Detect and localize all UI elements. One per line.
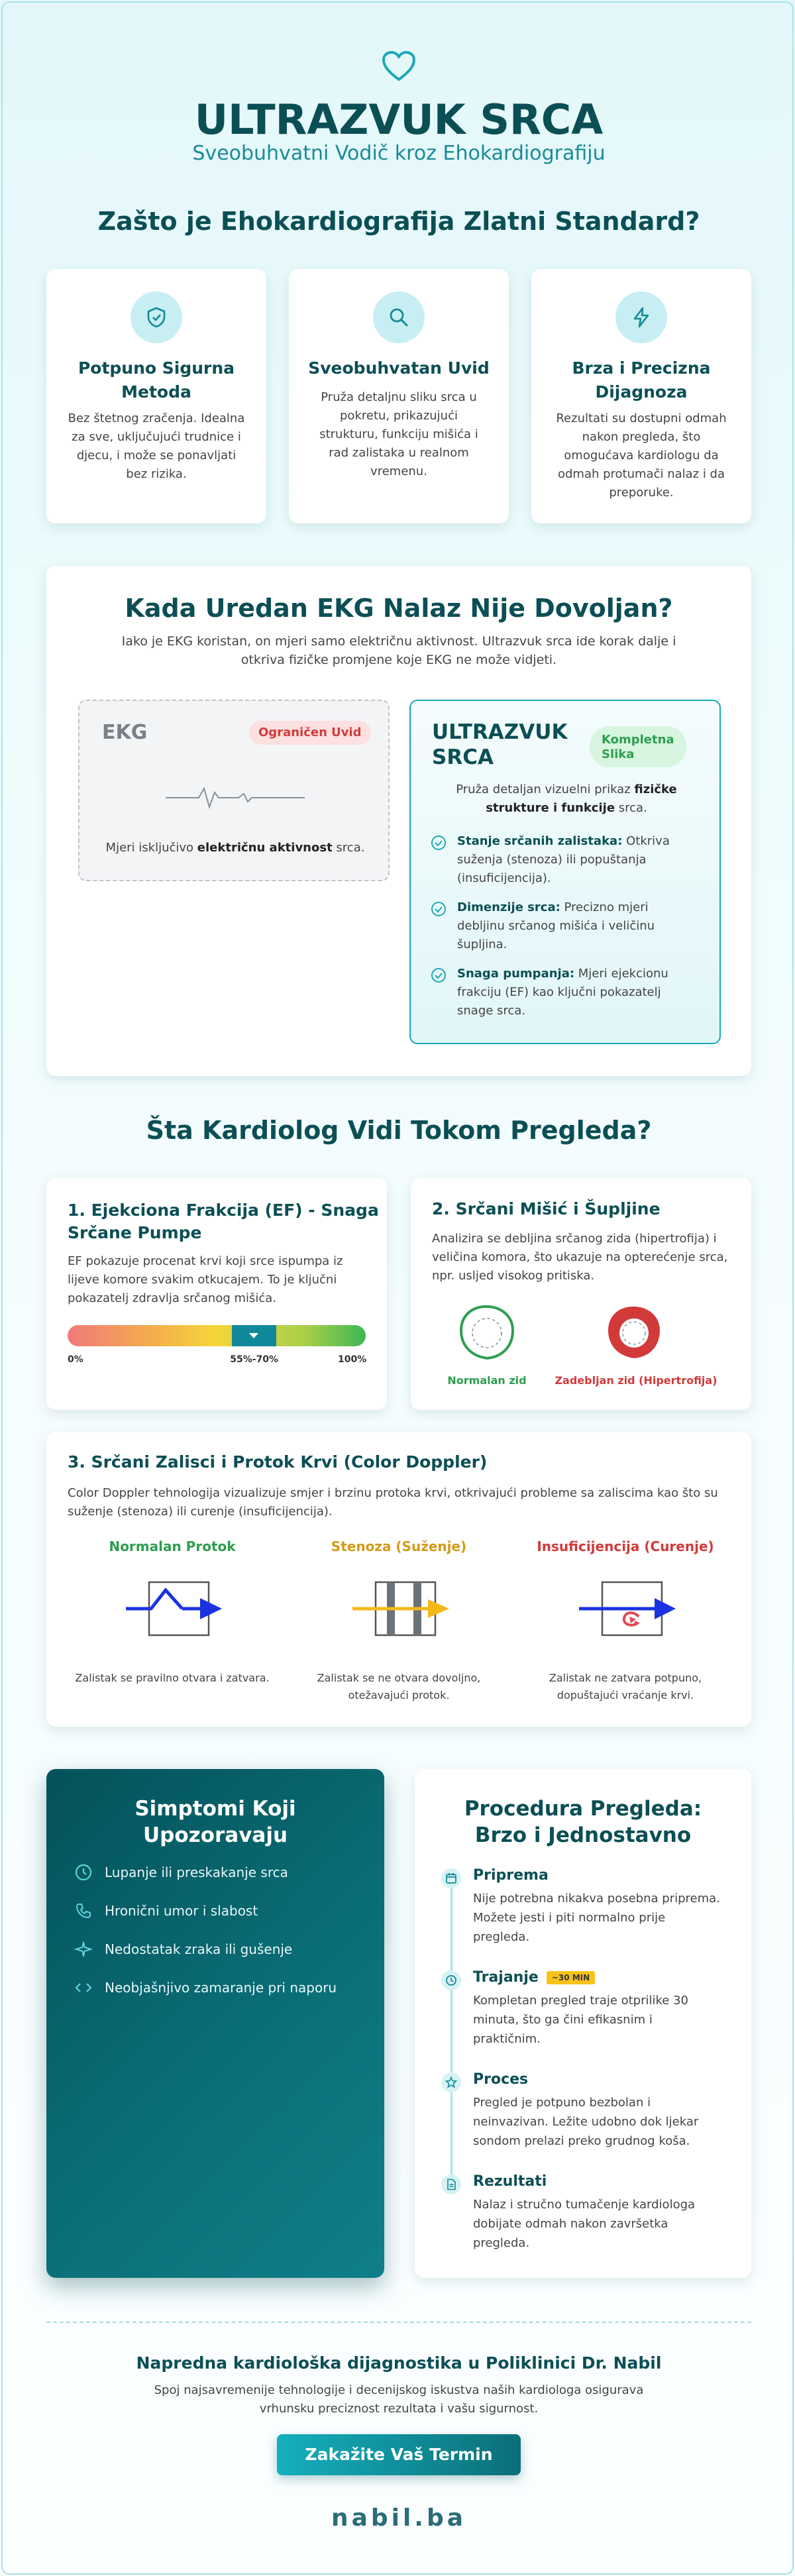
feature-text-line: vremenu.: [370, 464, 427, 478]
check-circle-icon: [431, 835, 447, 851]
thick-wall-label: Zadebljan zid (Hipertrofija): [555, 1374, 717, 1387]
feature-text-line: Rezultati su dostupni odmah: [556, 411, 727, 425]
check-circle-icon: [431, 967, 447, 983]
us-item-label: Dimenzije srca:: [457, 900, 560, 914]
valve-stenosis-label: Stenoza (Suženje): [331, 1538, 467, 1554]
text-bold: strukture i funkcije: [486, 801, 615, 815]
valve-desc: dopuštajući vraćanje krvi.: [556, 1689, 694, 1701]
heart-icon: [382, 50, 416, 82]
feature-text-line: omogućava kardiologu da: [564, 449, 719, 462]
ekg-intro-line: otkriva fizičke promjene koje EKG ne može vidjeti.: [240, 653, 557, 667]
us-item-text: snage srca.: [457, 1004, 526, 1018]
text-bold: električnu aktivnost: [197, 841, 333, 855]
why-title: Zašto je Ehokardiografija Zlatni Standard?: [97, 207, 700, 236]
ultrasound-box: [409, 700, 721, 1044]
muscle-card: [411, 1178, 751, 1410]
footer-title: Napredna kardiološka dijagnostika u Poliklinici Dr. Nabil: [136, 2353, 662, 2373]
step-text-line: pregleda.: [473, 2236, 530, 2250]
symptoms-card: [46, 1769, 384, 2278]
step-text-line: Nalaz i stručno tumačenje kardiologa: [473, 2198, 696, 2212]
ef-gradient-bar: [68, 1325, 366, 1346]
valve-desc: Zalistak ne zatvara potpuno,: [549, 1672, 702, 1684]
text-part: srca.: [332, 841, 365, 855]
feature-card-insight: [289, 269, 509, 523]
feature-title-2: Metoda: [121, 382, 191, 402]
ef-title-2: Srčane Pumpe: [68, 1223, 202, 1242]
muscle-text-line: veličina komora, što ukazuje na opterećenje srca,: [432, 1250, 728, 1264]
sees-title: Šta Kardiolog Vidi Tokom Pregleda?: [146, 1116, 652, 1145]
search-icon: [373, 292, 425, 343]
ef-normal-label: 55%-70%: [230, 1354, 279, 1365]
step-text-line: minuta, što ga čini efikasnim i: [473, 2013, 653, 2027]
chevron-down-icon: [248, 1332, 260, 1340]
feature-title: Sveobuhvatan Uvid: [308, 358, 490, 378]
procedure-step: [473, 2173, 731, 2253]
us-intro: [411, 780, 722, 799]
symptom-label: Hronični umor i slabost: [105, 1903, 258, 1919]
symptom-item: [74, 1978, 337, 1997]
us-item-label: Stanje srčanih zalistaka:: [457, 834, 623, 848]
us-item-label: Snaga pumpanja:: [457, 967, 575, 981]
feature-text-line: pokretu, prikazujući: [340, 409, 458, 423]
lightning-icon: [615, 292, 667, 343]
phone-icon: [74, 1902, 93, 1920]
valve-desc: otežavajući protok.: [348, 1689, 450, 1701]
ef-min-label: 0%: [68, 1354, 83, 1365]
symptom-item: [74, 1940, 292, 1959]
page-subtitle: Sveobuhvatni Vodič kroz Ehokardiografiju: [192, 142, 606, 165]
text-bold: fizičke: [634, 782, 677, 796]
limited-badge: Ograničen Uvid: [249, 721, 371, 745]
us-item-text: frakciju (EF) kao ključni pokazatelj: [457, 985, 661, 999]
valve-normal-label: Normalan Protok: [109, 1538, 236, 1554]
procedure-card: [415, 1769, 751, 2278]
step-text-line: Kompletan pregled traje otprilike 30: [473, 1994, 688, 2008]
procedure-step: [473, 2071, 731, 2151]
text-part: srca.: [615, 801, 647, 815]
step-text-line: Možete jesti i piti normalno prije: [473, 1911, 666, 1925]
timeline-line: [450, 1868, 452, 2190]
us-item-text: suženja (stenoza) ili popuštanja: [457, 853, 647, 867]
us-item-text: Precizno mjeri: [560, 900, 649, 914]
step-text-line: pregleda.: [473, 1930, 530, 1944]
plane-icon: [74, 1940, 93, 1959]
feature-text-line: odmah protumači nalaz i da: [557, 467, 725, 481]
book-appointment-button[interactable]: Zakažite Vaš Termin: [277, 2434, 521, 2475]
valve-desc: Zalistak se pravilno otvara i zatvara.: [75, 1672, 270, 1684]
code-icon: [74, 1978, 93, 1997]
ef-text-line: pokazatelj zdravlja srčanog mišića.: [68, 1291, 277, 1305]
symptom-label: Nedostatak zraka ili gušenje: [105, 1941, 293, 1957]
star-icon: [441, 2072, 461, 2092]
symptom-label: Lupanje ili preskakanje srca: [105, 1864, 288, 1880]
ef-text-line: EF pokazuje procenat krvi koji srce ispumpa iz: [68, 1254, 343, 1268]
valves-card: [46, 1432, 751, 1727]
valves-text-line: suženje (stenoza) ili curenje (insuficijencija).: [68, 1505, 333, 1519]
step-title: Proces: [473, 2071, 529, 2088]
text-part: Mjeri isključivo: [105, 841, 197, 855]
feature-card-fast: [531, 269, 751, 523]
footer-text-line: Spoj najsavremenije tehnologije i decenijskog iskustva naših kardiologa osigurava: [154, 2383, 644, 2397]
procedure-title-2: Brzo i Jednostavno: [474, 1823, 692, 1847]
muscle-text-line: npr. usljed visokog pritiska.: [432, 1269, 595, 1283]
ekg-box: [78, 700, 390, 881]
calendar-icon: [441, 1868, 461, 1888]
procedure-step: [473, 1969, 731, 2049]
duration-badge: ~30 MIN: [547, 1971, 595, 1984]
ef-card: [46, 1178, 387, 1410]
regurgitation-flow-icon: [579, 1576, 678, 1642]
badge-line: Slika: [602, 747, 635, 761]
normal-flow-icon: [126, 1576, 225, 1642]
us-item-text: (insuficijencija).: [457, 871, 551, 885]
text-part: Pruža detaljan vizuelni prikaz: [456, 782, 635, 796]
symptom-item: [74, 1863, 288, 1882]
check-circle-icon: [431, 901, 447, 917]
feature-text-line: djecu, i može se ponavljati: [76, 449, 237, 462]
page-frame: [1, 1, 794, 2575]
shield-icon: [131, 292, 182, 343]
ef-normal-range: [232, 1325, 277, 1346]
valves-title: 3. Srčani Zalisci i Protok Krvi (Color Doppler): [68, 1452, 488, 1472]
normal-wall-label: Normalan zid: [447, 1374, 527, 1387]
procedure-title: Procedura Pregleda:: [464, 1797, 702, 1821]
valve-desc: Zalistak se ne otvara dovoljno,: [317, 1672, 481, 1684]
feature-text-line: Pruža detaljnu sliku srca u: [321, 390, 477, 404]
us-item: [431, 898, 709, 954]
symptom-label: Neobjašnjivo zamaranje pri naporu: [105, 1980, 337, 1996]
ekg-box-text: [80, 839, 391, 857]
us-item: [431, 965, 709, 1020]
feature-text-line: rad zalistaka u realnom: [329, 446, 469, 460]
valves-text-line: Color Doppler tehnologija vizualizuje smjer i brzinu protoka krvi, otkrivajući probleme sa zaliscima kao što su: [68, 1486, 718, 1500]
footer-text-line: vrhunsku preciznost rezultata i vašu sigurnost.: [259, 2402, 539, 2416]
symptom-item: [74, 1902, 258, 1920]
step-title: Priprema: [473, 1867, 549, 1884]
feature-text-line: nakon pregleda, što: [582, 430, 701, 444]
clock-icon: [74, 1863, 93, 1882]
us-item-text: Mjeri ejekcionu: [574, 967, 668, 981]
feature-title: Potpuno Sigurna: [78, 358, 235, 378]
brand-link[interactable]: nabil.ba: [331, 2504, 467, 2532]
us-title: ULTRAZVUK: [432, 720, 568, 744]
us-item-text: debljinu srčanog mišića i veličinu: [457, 919, 655, 933]
ekg-wave-icon: [166, 780, 305, 814]
step-text-line: Nije potrebna nikakva posebna priprema.: [473, 1892, 720, 1905]
us-item-text: šupljina.: [457, 938, 507, 951]
symptoms-title: Simptomi Koji: [134, 1797, 296, 1821]
us-intro-2: [411, 799, 722, 818]
feature-text-line: preporuke.: [609, 486, 674, 500]
badge-line: Kompletna: [602, 733, 674, 747]
procedure-step: [473, 1867, 731, 1947]
complete-badge: [590, 726, 686, 767]
us-title-2: SRCA: [432, 745, 494, 769]
step-text-line: neinvazivan. Ležite udobno dok ljekar: [473, 2115, 699, 2129]
document-icon: [441, 2174, 461, 2194]
ekg-comparison-card: [46, 566, 751, 1076]
feature-card-safe: [46, 269, 266, 523]
step-title: Trajanje: [473, 1969, 539, 1986]
footer-divider: [46, 2322, 751, 2323]
feature-title: Brza i Precizna: [572, 358, 711, 378]
step-text-line: dobijate odmah nakon završetka: [473, 2217, 668, 2231]
feature-text-line: strukturu, funkciju mišića i: [319, 427, 478, 441]
muscle-title: 2. Srčani Mišić i Šupljine: [432, 1199, 661, 1218]
stenosis-flow-icon: [352, 1576, 452, 1642]
feature-text-line: bez rizika.: [126, 467, 187, 481]
step-title: Rezultati: [473, 2173, 547, 2190]
step-text-line: Pregled je potpuno bezbolan i: [473, 2096, 651, 2110]
feature-text-line: za sve, uključujući trudnice i: [72, 430, 241, 444]
symptoms-title-2: Upozoravaju: [142, 1823, 288, 1847]
normal-heart-wall-icon: [457, 1303, 517, 1362]
page-title: ULTRAZVUK SRCA: [194, 95, 604, 144]
ef-title: 1. Ejekciona Frakcija (EF) - Snaga: [68, 1201, 379, 1220]
feature-title-2: Dijagnoza: [595, 382, 688, 402]
feature-text-line: Bez štetnog zračenja. Idealna: [68, 411, 245, 425]
ekg-title: Kada Uredan EKG Nalaz Nije Dovoljan?: [125, 594, 673, 623]
thick-heart-wall-icon: [604, 1303, 664, 1362]
ef-max-label: 100%: [338, 1354, 367, 1365]
valve-insufficiency-label: Insuficijencija (Curenje): [537, 1538, 714, 1554]
ekg-intro-line: Iako je EKG koristan, on mjeri samo električnu aktivnost. Ultrazvuk srca ide korak dalje i: [121, 634, 676, 649]
ef-text-line: lijeve komore svakim otkucajem. To je ključni: [68, 1273, 337, 1287]
us-item: [431, 832, 709, 888]
clock-icon: [441, 1970, 461, 1990]
ekg-box-title: EKG: [102, 721, 148, 744]
step-text-line: sondom prelazi preko grudnog koša.: [473, 2134, 690, 2148]
muscle-text-line: Analizira se debljina srčanog zida (hipertrofija) i: [432, 1232, 717, 1246]
us-item-text: Otkriva: [622, 834, 670, 848]
step-text-line: praktičnim.: [473, 2032, 541, 2046]
